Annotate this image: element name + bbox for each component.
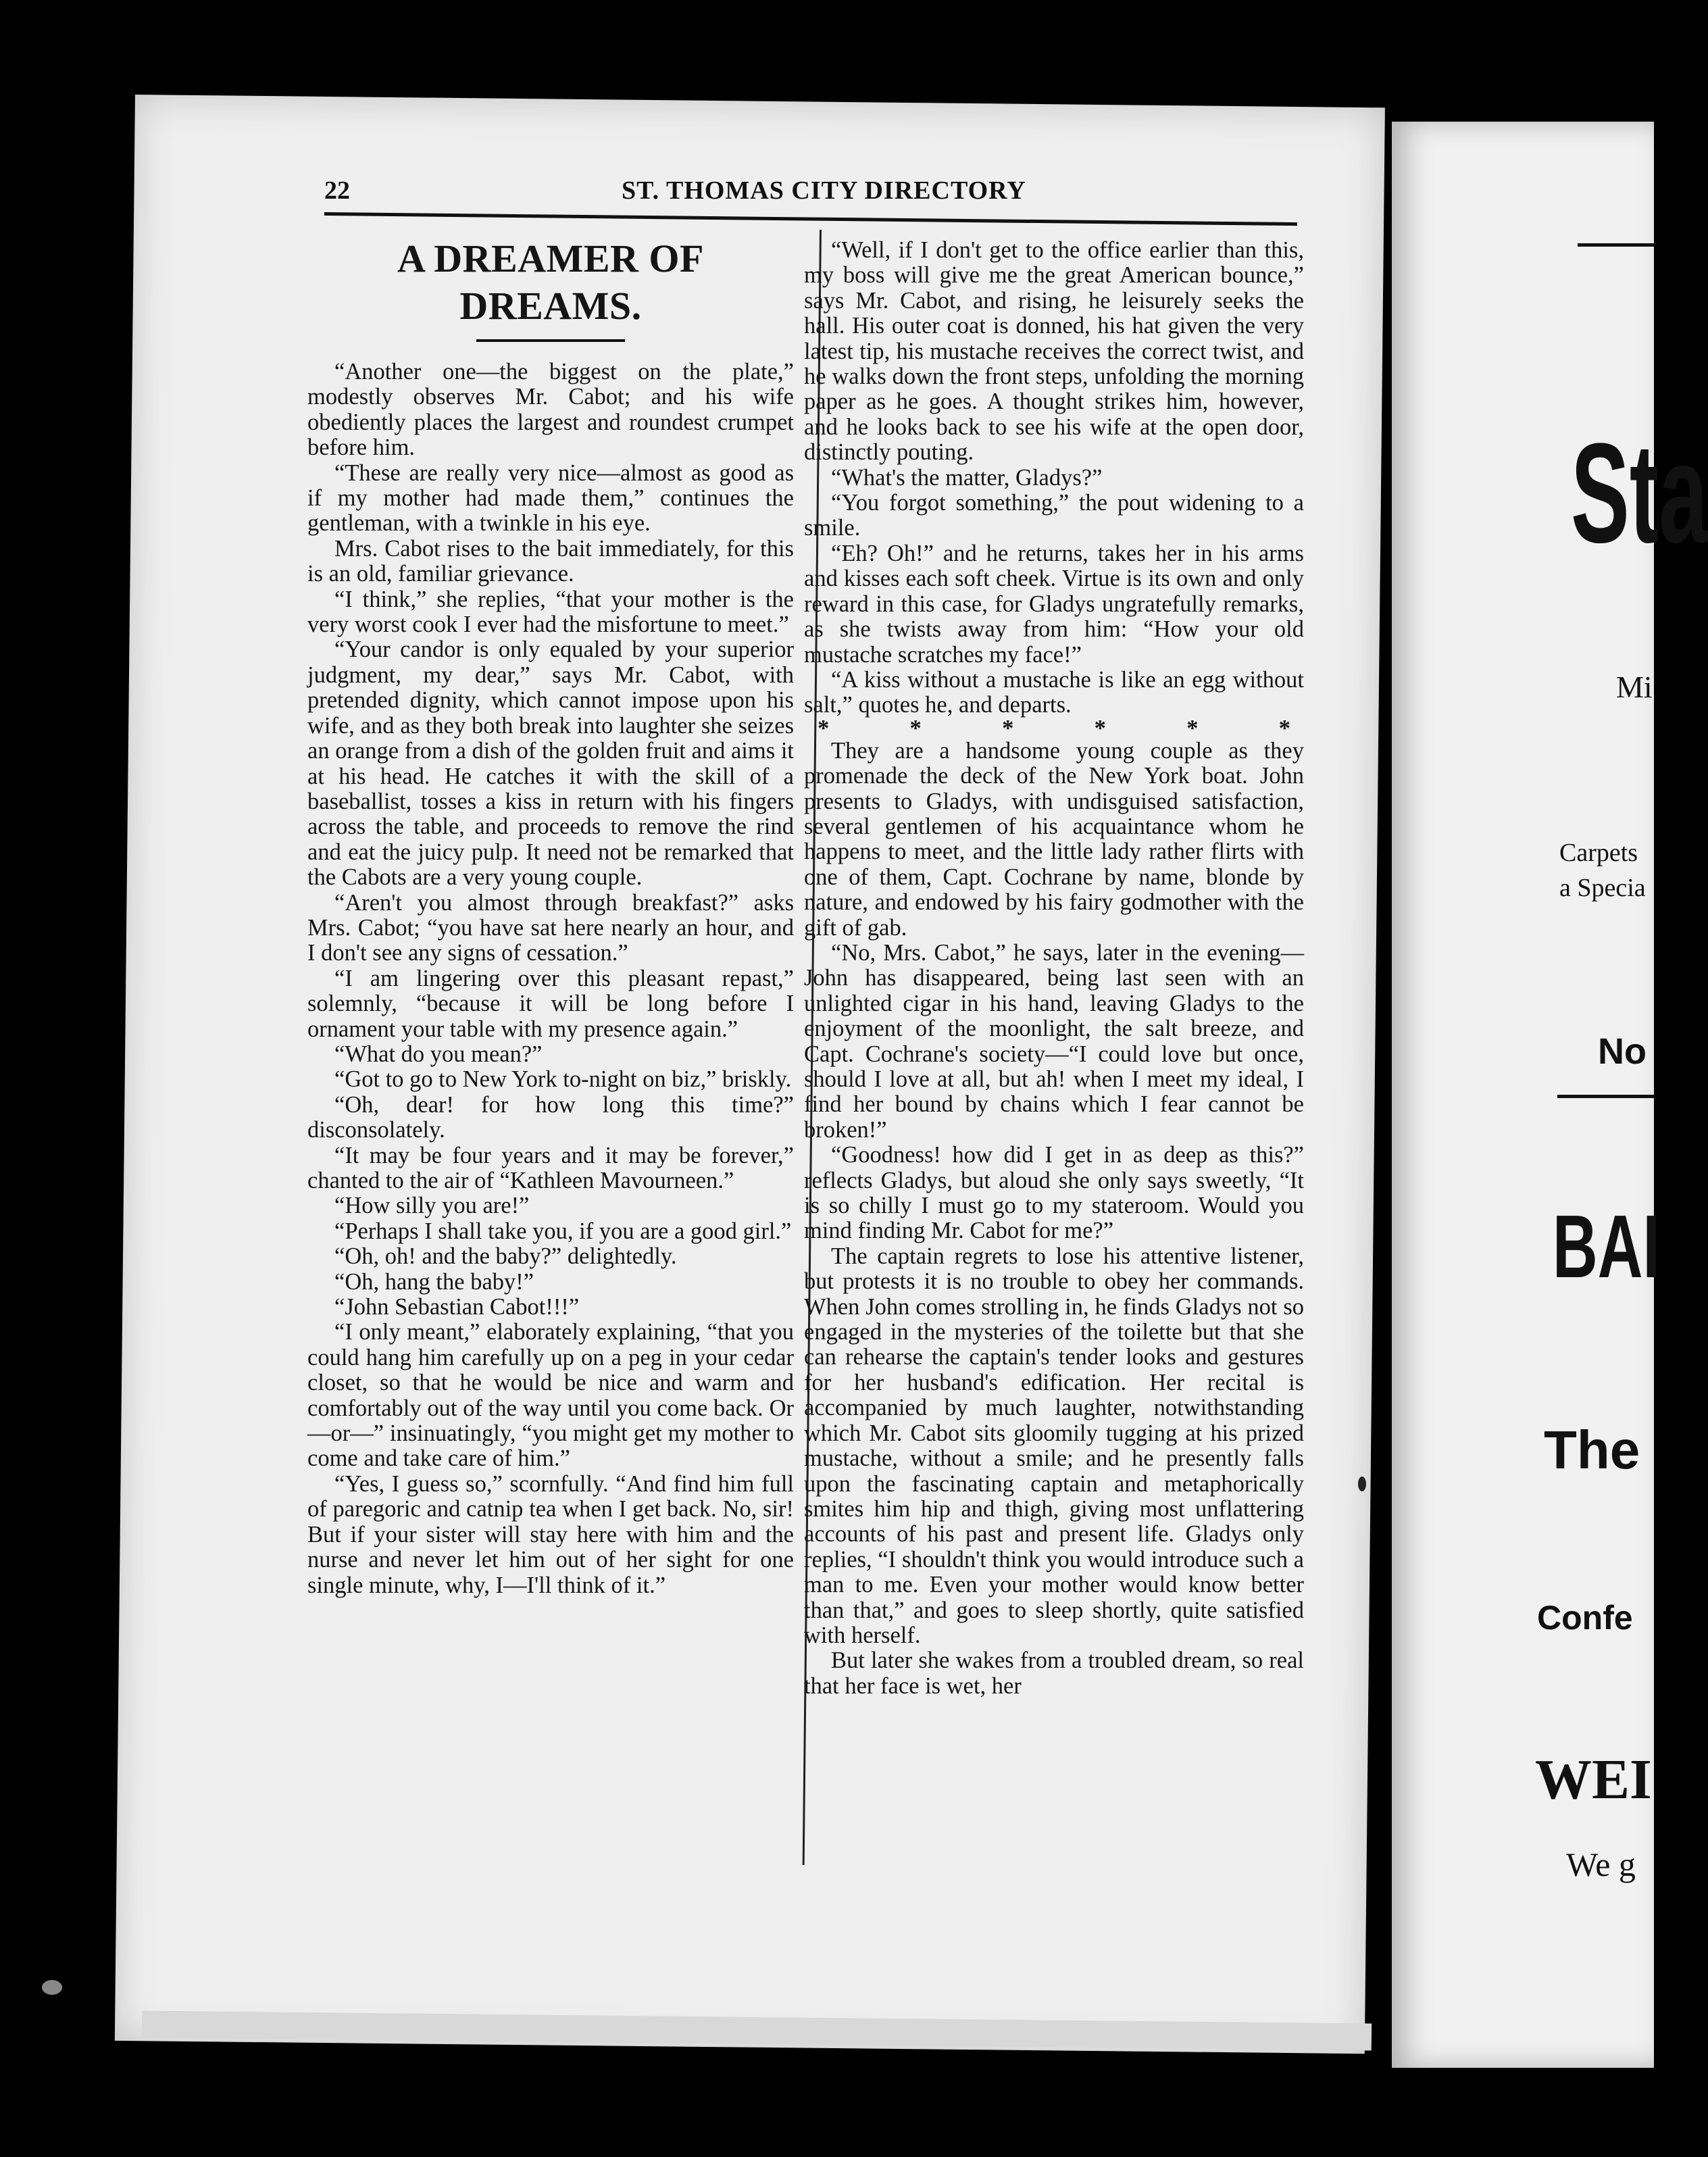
- star-mark: *: [1002, 715, 1014, 741]
- right-fragment-we-g: We g: [1566, 1845, 1636, 1883]
- right-fragment-confe: Confe: [1537, 1599, 1633, 1637]
- paragraph: “Aren't you almost through breakfast?” asks Mrs. Cabot; “you have sat here nearly an hour, and I don't see any signs of cessation.”: [307, 889, 794, 966]
- paragraph: But later she wakes from a troubled dream, so real that her face is wet, her: [804, 1647, 1304, 1699]
- article-column-2: [804, 238, 1304, 1699]
- paragraph: “You forgot something,” the pout widening to a smile.: [804, 490, 1304, 541]
- star-mark: *: [818, 715, 830, 741]
- article-column-1: [307, 235, 794, 1598]
- title-rule: [476, 339, 625, 342]
- column-2-body-b: [804, 739, 1304, 1699]
- paragraph: They are a handsome young couple as they promenade the deck of the New York boat. John presents to Gladys, with undisguised satisfaction, several gentlemen of his acquaintance whom he happens to meet, and the little lady rather flirts with one of them, Capt. Cochrane by name, blonde by nature, and endowed by his fairy godmother with the gift of gab.: [804, 737, 1304, 941]
- page-number: 22: [324, 176, 350, 205]
- paragraph: “Oh, dear! for how long this time?” disconsolately.: [307, 1091, 794, 1143]
- paragraph: “A kiss without a mustache is like an egg without salt,” quotes he, and departs.: [804, 666, 1304, 718]
- paragraph: “Goodness! how did I get in as deep as this?” reflects Gladys, but aloud she only says sweetly, “It is so chilly I must go to my stateroom. Would you mind finding Mr. Cabot for me?”: [804, 1142, 1304, 1244]
- column-1-body: [307, 360, 794, 1598]
- paragraph: “Well, if I don't get to the office earlier than this, my boss will give me the great American bounce,” says Mr. Cabot, and rising, he leisurely seeks the hall. His outer coat is donned, his hat given the very latest tip, his mustache receives the correct twist, and he walks down the front steps, unfolding the morning paper as he goes. A thought strikes him, however, and he looks back to see his wife at the open door, distinctly pouting.: [804, 237, 1304, 466]
- right-fragment-bai: BAI: [1553, 1197, 1661, 1296]
- paragraph: “Oh, oh! and the baby?” delightedly.: [334, 1243, 677, 1270]
- paragraph: “Got to go to New York to-night on biz,” briskly.: [334, 1066, 792, 1093]
- paragraph: “Another one—the biggest on the plate,” modestly observes Mr. Cabot; and his wife obediently places the largest and roundest crumpet before him.: [307, 359, 794, 461]
- right-fragment-wei: WEI: [1535, 1748, 1652, 1811]
- star-mark: *: [1186, 715, 1199, 741]
- paragraph: “Yes, I guess so,” scornfully. “And find him full of paregoric and catnip tea when I get back. No, sir! But if your sister will stay here with him and the nurse and never let him out of her sight for one single minute, why, I—I'll think of it.”: [307, 1470, 794, 1598]
- paragraph: “Eh? Oh!” and he returns, takes her in his arms and kisses each soft cheek. Virtue is its own and only reward in this case, for Gladys ungratefully remarks, as she twists away from him: “How your old mustache scratches my face!”: [804, 540, 1304, 668]
- paragraph: “Oh, hang the baby!”: [334, 1268, 534, 1295]
- paragraph: “What's the matter, Gladys?”: [831, 464, 1103, 491]
- paragraph: “Perhaps I shall take you, if you are a good girl.”: [334, 1218, 792, 1244]
- scan-speck: [42, 1980, 62, 1995]
- paragraph: “Your candor is only equaled by your superior judgment, my dear,” says Mr. Cabot, with pretended dignity, which cannot impose upon his wife, and as they both break into laughter she seizes an orange from a dish of the golden fruit and aims it at his head. He catches it with the skill of a baseballist, tosses a kiss in return with his fingers across the table, and proceeds to remove the rind and eat the juicy pulp. It need not be remarked that the Cabots are a very young couple.: [307, 637, 794, 891]
- right-fragment-the: The: [1544, 1420, 1640, 1480]
- right-fragment-special: a Specia: [1559, 874, 1646, 902]
- right-fragment-sta: Sta: [1571, 414, 1708, 572]
- paragraph: Mrs. Cabot rises to the bait immediately, for this is an old, familiar grievance.: [307, 535, 794, 587]
- scan-speck: [1358, 1477, 1366, 1491]
- star-mark: *: [1094, 715, 1106, 741]
- right-fragment-mi: Mi: [1616, 670, 1653, 704]
- paragraph: “It may be four years and it may be forever,” chanted to the air of “Kathleen Mavourneen.”: [307, 1142, 794, 1193]
- section-break-stars: [804, 715, 1304, 741]
- running-title: ST. THOMAS CITY DIRECTORY: [622, 176, 1026, 205]
- paragraph: “No, Mrs. Cabot,” he says, later in the evening—John has disappeared, being last seen with an unlighted cigar in his hand, leaving Gladys to the enjoyment of the moonlight, the salt breeze, and Capt. Cochrane's society—“I could love but once, should I love at all, but ah! when I meet my ideal, I find her bound by chains which I fear cannot be broken!”: [804, 939, 1304, 1143]
- paragraph: “I think,” she replies, “that your mother is the very worst cook I ever had the misfortune to meet.”: [307, 586, 794, 638]
- paragraph: “How silly you are!”: [334, 1193, 530, 1219]
- paragraph: “I am lingering over this pleasant repast,” solemnly, “because it will be long before I ornament your table with my presence again.”: [307, 965, 794, 1042]
- right-fragment-carpets: Carpets: [1559, 839, 1638, 867]
- paragraph: “John Sebastian Cabot!!!”: [334, 1294, 580, 1320]
- article-title: A DREAMER OF DREAMS.: [397, 237, 704, 328]
- paragraph: “These are really very nice—almost as good as if my mother had made them,” continues the gentleman, with a twinkle in his eye.: [307, 460, 794, 537]
- star-mark: *: [1278, 715, 1290, 741]
- right-page-rule-top: [1578, 243, 1654, 247]
- star-mark: *: [909, 715, 922, 741]
- right-fragment-no: No: [1598, 1031, 1647, 1072]
- paragraph: “What do you mean?”: [334, 1041, 543, 1067]
- paragraph: “I only meant,” elaborately explaining, “that you could hang him carefully up on a peg in your cedar closet, so that he would be nice and warm and comfortably out of the way until you come back. Or—or—” insinuatingly, “you might get my mother to come and take care of him.”: [307, 1319, 794, 1472]
- right-page-rule-mid: [1557, 1095, 1654, 1098]
- column-2-body-a: [804, 238, 1304, 718]
- paragraph: The captain regrets to lose his attentive listener, but protests it is no trouble to obey her commands. When John comes strolling in, he finds Gladys not so engaged in the mysteries of the toilette but that she can rehearse the captain's tender looks and gestures for her husband's edification. Her recital is accompanied by much laughter, notwithstanding which Mr. Cabot sits gloomily tugging at his prized mustache, without a smile; and he presently falls upon the fascinating captain and metaphorically smites him hip and thigh, giving most unflattering accounts of his past and present life. Gladys only replies, “I shouldn't think you would introduce such a man to me. Even your mother would know better than that,” and goes to sleep shortly, quite satisfied with herself.: [804, 1243, 1304, 1648]
